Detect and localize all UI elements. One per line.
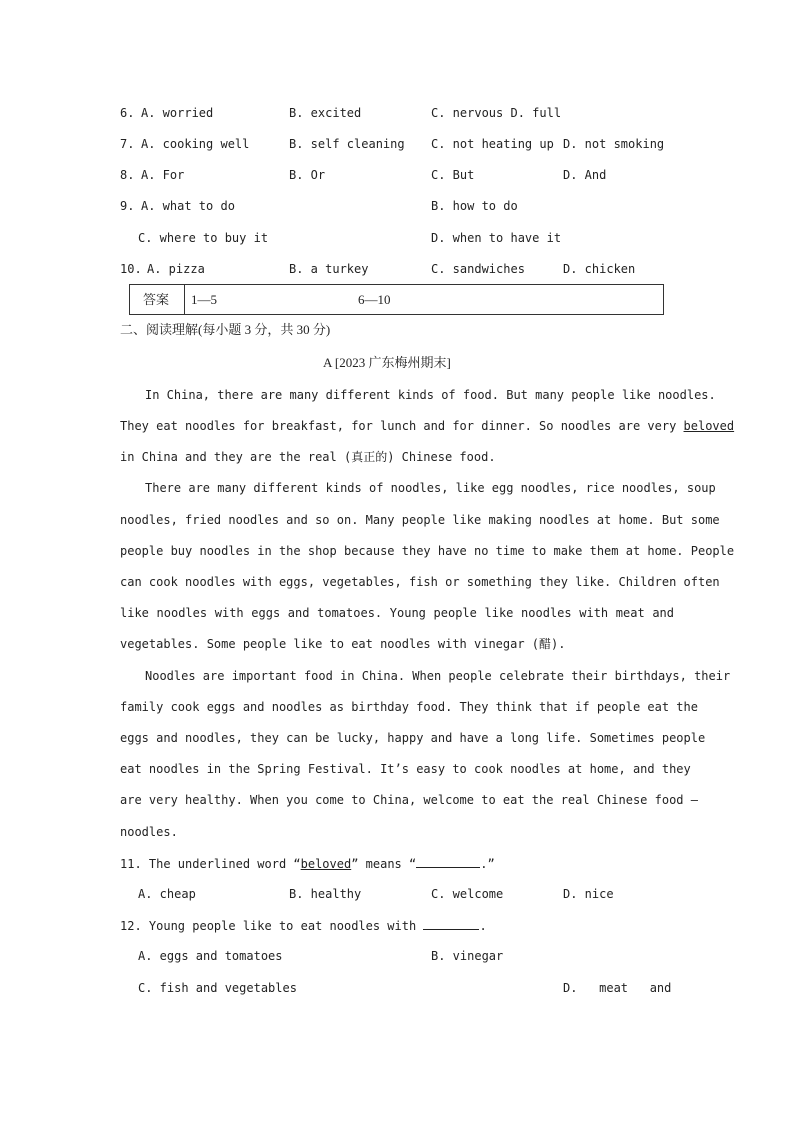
q12-option-c: C. fish and vegetables bbox=[138, 981, 297, 995]
q9-number: 9. bbox=[120, 199, 135, 213]
answer-box bbox=[129, 284, 664, 315]
underlined-word: beloved bbox=[683, 419, 735, 433]
passage-line: noodles, fried noodles and so on. Many people like making noodles at home. But some bbox=[120, 513, 720, 527]
passage-line: can cook noodles with eggs, vegetables, fish or something they like. Children often bbox=[120, 575, 720, 589]
passage-line: like noodles with eggs and tomatoes. Young people like noodles with meat and bbox=[120, 606, 674, 620]
q10-number: 10. bbox=[120, 262, 142, 276]
passage-title: A [2023 广东梅州期末] bbox=[323, 355, 451, 370]
q7-option-c: C. not heating up bbox=[431, 137, 554, 151]
q7-option-a: A. cooking well bbox=[141, 137, 250, 151]
question-11-stem: 11. The underlined word “beloved” means “ .” bbox=[120, 857, 495, 871]
q10-option-d: D. chicken bbox=[563, 262, 636, 276]
passage-line: eat noodles in the Spring Festival. It’s easy to cook noodles at home, and they bbox=[120, 762, 691, 776]
answer-range-1-5: 1—5 bbox=[191, 292, 217, 307]
q8-number: 8. bbox=[120, 168, 135, 182]
q12-option-b: B. vinegar bbox=[431, 949, 504, 963]
q6-option-b: B. excited bbox=[289, 106, 362, 120]
q7-option-d: D. not smoking bbox=[563, 137, 665, 151]
answer-range-6-10: 6—10 bbox=[358, 292, 391, 307]
passage-line: There are many different kinds of noodles, like egg noodles, rice noodles, soup bbox=[145, 481, 716, 495]
passage-line: family cook eggs and noodles as birthday food. They think that if people eat the bbox=[120, 700, 698, 714]
q9-option-d: D. when to have it bbox=[431, 231, 562, 245]
q11-option-a: A. cheap bbox=[138, 887, 196, 901]
q10-option-a: A. pizza bbox=[147, 262, 205, 276]
q6-number: 6. bbox=[120, 106, 135, 120]
q10-option-b: B. a turkey bbox=[289, 262, 369, 276]
question-12-stem: 12. Young people like to eat noodles with . bbox=[120, 919, 487, 933]
passage-line: are very healthy. When you come to China, welcome to eat the real Chinese food — bbox=[120, 793, 698, 807]
passage-line: eggs and noodles, they can be lucky, happy and have a long life. Sometimes people bbox=[120, 731, 706, 745]
section-title: 二、阅读理解(每小题 3 分，共 30 分) bbox=[120, 322, 331, 337]
q11-option-b: B. healthy bbox=[289, 887, 362, 901]
passage-line: noodles. bbox=[120, 825, 178, 839]
passage-line: in China and they are the real (真正的) Chinese food. bbox=[120, 450, 496, 464]
passage-line: Noodles are important food in China. When people celebrate their birthdays, their bbox=[145, 669, 731, 683]
q6-option-a: A. worried bbox=[141, 106, 214, 120]
passage-line: people buy noodles in the shop because they have no time to make them at home. People bbox=[120, 544, 735, 558]
q11-option-d: D. nice bbox=[563, 887, 614, 901]
q8-option-b: B. Or bbox=[289, 168, 326, 182]
q11-underlined-word: beloved bbox=[300, 857, 352, 871]
q6-option-cd: C. nervous D. full bbox=[431, 106, 562, 120]
q7-number: 7. bbox=[120, 137, 135, 151]
q8-option-a: A. For bbox=[141, 168, 185, 182]
q12-answer-blank bbox=[423, 917, 479, 930]
answer-box-divider bbox=[184, 285, 185, 314]
q9-option-c: C. where to buy it bbox=[138, 231, 269, 245]
q11-option-c: C. welcome bbox=[431, 887, 504, 901]
passage-line: They eat noodles for breakfast, for lunch and for dinner. So noodles are very beloved bbox=[120, 419, 735, 433]
answer-label: 答案 bbox=[143, 292, 170, 307]
q11-answer-blank bbox=[416, 855, 480, 868]
q9-option-a: A. what to do bbox=[141, 199, 235, 213]
q8-option-d: D. And bbox=[563, 168, 607, 182]
passage-line: vegetables. Some people like to eat noodles with vinegar (醋). bbox=[120, 637, 566, 651]
q10-option-c: C. sandwiches bbox=[431, 262, 525, 276]
q7-option-b: B. self cleaning bbox=[289, 137, 405, 151]
passage-line: In China, there are many different kinds of food. But many people like noodles. bbox=[145, 388, 716, 402]
q9-option-b: B. how to do bbox=[431, 199, 518, 213]
q12-option-d: D. meat and bbox=[563, 981, 672, 995]
q8-option-c: C. But bbox=[431, 168, 475, 182]
q12-option-a: A. eggs and tomatoes bbox=[138, 949, 283, 963]
